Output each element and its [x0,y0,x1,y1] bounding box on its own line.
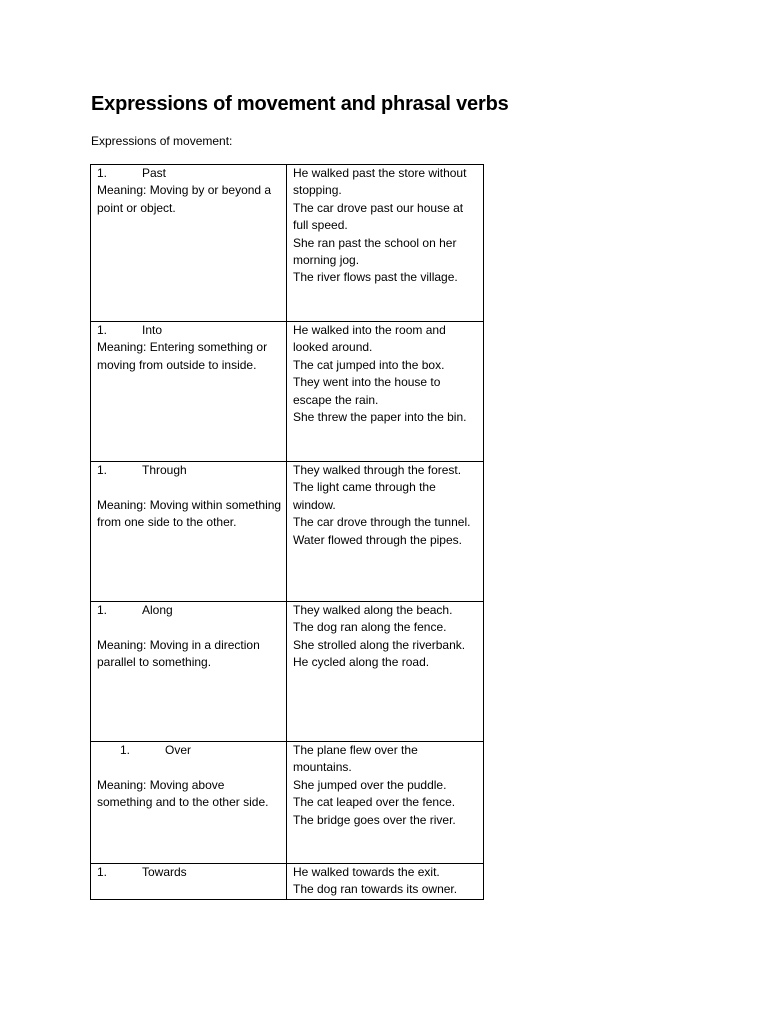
term-meaning: Meaning: Moving in a direction parallel to something. [97,637,260,670]
table-row [91,322,484,462]
term-word: Past [142,166,167,180]
examples-cell [287,864,484,900]
example-sentence: She strolled along the riverbank. [293,637,466,652]
expressions-table [90,164,484,900]
example-sentence: He walked into the room and looked around. [293,323,446,355]
example-sentence: The light came through the window. [293,480,436,512]
document-title: Expressions of movement and phrasal verbs [91,93,509,115]
table-row [91,742,484,864]
term-number: 1. [97,865,108,879]
table-row [91,864,484,900]
term-number: 1. [97,166,108,180]
examples-cell [287,602,484,742]
table-row [91,165,484,322]
example-sentence: She ran past the school on her morning jog. [293,235,457,268]
examples-cell [287,462,484,602]
term-meaning: Meaning: Moving above something and to the other side. [97,777,269,810]
examples-cell [287,742,484,864]
example-sentence: He cycled along the road. [293,655,430,670]
example-sentence: The plane flew over the mountains. [293,743,418,775]
section-subtitle: Expressions of movement: [91,134,233,148]
term-meaning: Meaning: Moving within something from one side to the other. [97,497,282,530]
term-heading [97,322,282,339]
table-row [91,462,484,602]
example-sentence: The cat leaped over the fence. [293,795,456,810]
term-number: 1. [120,743,131,757]
example-sentence: The bridge goes over the river. [293,812,456,827]
examples-cell [287,165,484,322]
example-sentence: They walked along the beach. [293,603,453,617]
example-sentence: He walked past the store without stopping. [293,166,467,198]
example-sentence: The car drove through the tunnel. [293,515,471,530]
term-word: Over [165,743,192,757]
term-heading [97,462,282,479]
term-word: Towards [142,865,187,879]
example-sentence: He walked towards the exit. [293,865,440,879]
term-cell [91,165,287,322]
example-sentence: She jumped over the puddle. [293,777,447,792]
example-sentence: The car drove past our house at full speed. [293,200,464,233]
term-heading [97,165,282,182]
term-word: Through [142,463,187,477]
term-cell [91,322,287,462]
term-number: 1. [97,323,108,337]
term-number: 1. [97,603,108,617]
example-sentence: Water flowed through the pipes. [293,532,462,547]
term-word: Along [142,603,173,617]
table-row [91,602,484,742]
examples-cell [287,322,484,462]
example-sentence: She threw the paper into the bin. [293,410,467,425]
term-word: Into [142,323,163,337]
example-sentence: The cat jumped into the box. [293,357,445,372]
example-sentence: They walked through the forest. [293,463,462,477]
term-meaning: Meaning: Entering something or moving from outside to inside. [97,340,268,372]
term-cell [91,602,287,742]
term-meaning: Meaning: Moving by or beyond a point or object. [97,183,272,215]
term-heading [97,742,282,759]
example-sentence: They went into the house to escape the rain. [293,375,441,407]
term-number: 1. [97,463,108,477]
term-cell [91,462,287,602]
example-sentence: The dog ran along the fence. [293,620,447,635]
term-heading [97,602,282,619]
term-cell [91,742,287,864]
term-heading [97,864,282,881]
example-sentence: The dog ran towards its owner. [293,882,458,897]
term-cell [91,864,287,900]
example-sentence: The river flows past the village. [293,270,458,285]
